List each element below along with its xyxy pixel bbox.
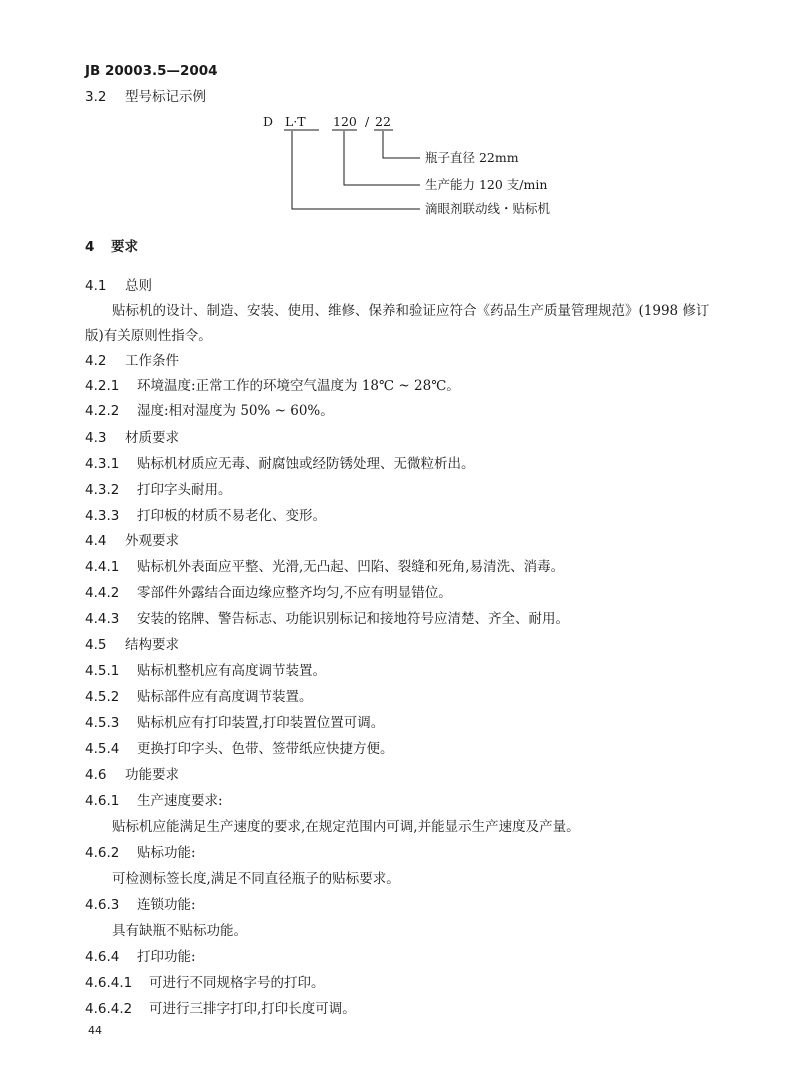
- clause-number: 4.5.1: [85, 663, 120, 679]
- section-title: 型号标记示例: [125, 89, 206, 105]
- paragraph-line: [112, 870, 400, 888]
- clause-text: 可进行三排字打印,打印长度可调。: [149, 1001, 356, 1017]
- section-heading-3-2: [85, 88, 206, 106]
- clause-text: 更换打印字头、色带、签带纸应快捷方便。: [137, 741, 394, 757]
- section-4-1: [85, 277, 152, 295]
- clause-4-3-3: [85, 507, 326, 525]
- callout-product: 滴眼剂联动线・贴标机: [425, 201, 551, 216]
- clause-4-6-4: [85, 948, 196, 966]
- clause-text: 零部件外露结合面边缘应整齐均匀,不应有明显错位。: [137, 585, 452, 601]
- clause-number: 4.3.2: [85, 482, 120, 498]
- diameter-leader-line: [383, 131, 420, 158]
- clause-4-6-4-2: [85, 1000, 356, 1018]
- section-4-2: [85, 352, 179, 370]
- clause-4-2-2: [85, 402, 334, 420]
- section-title: 工作条件: [125, 353, 179, 369]
- clause-4-3-2: [85, 481, 232, 499]
- paragraph-text: 贴标机应能满足生产速度的要求,在规定范围内可调,并能显示生产速度及产量。: [112, 819, 580, 835]
- section-number: 3.2: [85, 89, 107, 105]
- clause-text: 安装的铭牌、警告标志、功能识别标记和接地符号应清楚、齐全、耐用。: [137, 611, 569, 627]
- standard-code: JB 20003.5—2004: [85, 63, 218, 79]
- clause-4-5-2: [85, 688, 313, 706]
- section-number: 4.4: [85, 533, 107, 549]
- section-4: [85, 238, 138, 256]
- clause-text: 贴标功能:: [137, 845, 196, 861]
- clause-text: 贴标机外表面应平整、光滑,无凸起、凹陷、裂缝和死角,易清洗、消毒。: [137, 559, 565, 575]
- clause-number: 4.5.4: [85, 741, 120, 757]
- code-part-diameter: 22: [375, 114, 391, 129]
- paragraph-line: [112, 818, 580, 836]
- section-title: 结构要求: [125, 637, 179, 653]
- section-4-3: [85, 429, 179, 447]
- section-number: 4.1: [85, 278, 107, 294]
- clause-4-6-4-1: [85, 974, 325, 992]
- clause-number: 4.3.3: [85, 508, 120, 524]
- paragraph-line: [112, 922, 247, 940]
- page-number: 44: [88, 1024, 102, 1037]
- clause-text: 湿度:相对湿度为 50% ~ 60%。: [137, 403, 334, 419]
- clause-number: 4.5.2: [85, 689, 120, 705]
- code-part-d: D: [263, 114, 274, 129]
- clause-number: 4.4.2: [85, 585, 120, 601]
- callout-diameter: 瓶子直径 22mm: [425, 150, 519, 165]
- clause-text: 贴标机应有打印装置,打印装置位置可调。: [137, 715, 385, 731]
- paragraph-text: 具有缺瓶不贴标功能。: [112, 923, 247, 939]
- section-number: 4: [85, 239, 95, 255]
- clause-text: 生产速度要求:: [137, 793, 223, 809]
- paragraph-text: 贴标机的设计、制造、安装、使用、维修、保养和验证应符合《药品生产质量管理规范》(1998 修订: [112, 303, 710, 319]
- paragraph-line: [112, 302, 709, 320]
- clause-number: 4.6.4.1: [85, 975, 133, 991]
- callout-capacity: 生产能力 120 支/min: [425, 177, 548, 192]
- section-4-4: [85, 532, 179, 550]
- clause-number: 4.4.1: [85, 559, 120, 575]
- clause-number: 4.5.3: [85, 715, 120, 731]
- section-title: 材质要求: [125, 430, 179, 446]
- clause-text: 打印板的材质不易老化、变形。: [137, 508, 326, 524]
- clause-text: 打印字头耐用。: [137, 482, 232, 498]
- clause-text: 环境温度:正常工作的环境空气温度为 18℃ ~ 28℃。: [137, 378, 460, 394]
- clause-4-2-1: [85, 377, 460, 395]
- clause-4-4-3: [85, 610, 569, 628]
- section-title: 功能要求: [125, 767, 179, 783]
- clause-4-6-1: [85, 792, 223, 810]
- clause-number: 4.6.3: [85, 897, 120, 913]
- clause-4-6-3: [85, 896, 196, 914]
- clause-number: 4.6.4.2: [85, 1001, 133, 1017]
- section-title: 总则: [125, 278, 152, 294]
- clause-4-6-2: [85, 844, 196, 862]
- section-title: 外观要求: [125, 533, 179, 549]
- paragraph-text: 版)有关原则性指令。: [85, 328, 212, 344]
- clause-4-4-1: [85, 558, 564, 576]
- clause-4-5-3: [85, 714, 384, 732]
- clause-text: 贴标机整机应有高度调节装置。: [137, 663, 326, 679]
- section-number: 4.5: [85, 637, 107, 653]
- clause-number: 4.3.1: [85, 456, 120, 472]
- clause-number: 4.6.1: [85, 793, 120, 809]
- section-number: 4.3: [85, 430, 107, 446]
- section-4-6: [85, 766, 179, 784]
- clause-4-5-1: [85, 662, 326, 680]
- clause-text: 可进行不同规格字号的打印。: [149, 975, 325, 991]
- clause-number: 4.6.2: [85, 845, 120, 861]
- paragraph-line: [85, 327, 212, 345]
- clause-text: 连锁功能:: [137, 897, 196, 913]
- clause-number: 4.2.1: [85, 378, 120, 394]
- clause-text: 贴标部件应有高度调节装置。: [137, 689, 313, 705]
- section-title: 要求: [111, 239, 138, 255]
- section-number: 4.6: [85, 767, 107, 783]
- product-leader-line: [292, 131, 420, 209]
- section-number: 4.2: [85, 353, 107, 369]
- clause-4-3-1: [85, 455, 475, 473]
- code-part-capacity: 120: [333, 114, 357, 129]
- clause-number: 4.4.3: [85, 611, 120, 627]
- model-code-diagram: [255, 112, 575, 222]
- code-part-slash: /: [365, 114, 370, 129]
- clause-text: 贴标机材质应无毒、耐腐蚀或经防锈处理、无微粒析出。: [137, 456, 475, 472]
- clause-number: 4.2.2: [85, 403, 120, 419]
- clause-number: 4.6.4: [85, 949, 120, 965]
- code-part-lt: L·T: [285, 114, 306, 129]
- section-4-5: [85, 636, 179, 654]
- clause-4-4-2: [85, 584, 452, 602]
- clause-text: 打印功能:: [137, 949, 196, 965]
- paragraph-text: 可检测标签长度,满足不同直径瓶子的贴标要求。: [112, 871, 400, 887]
- clause-4-5-4: [85, 740, 394, 758]
